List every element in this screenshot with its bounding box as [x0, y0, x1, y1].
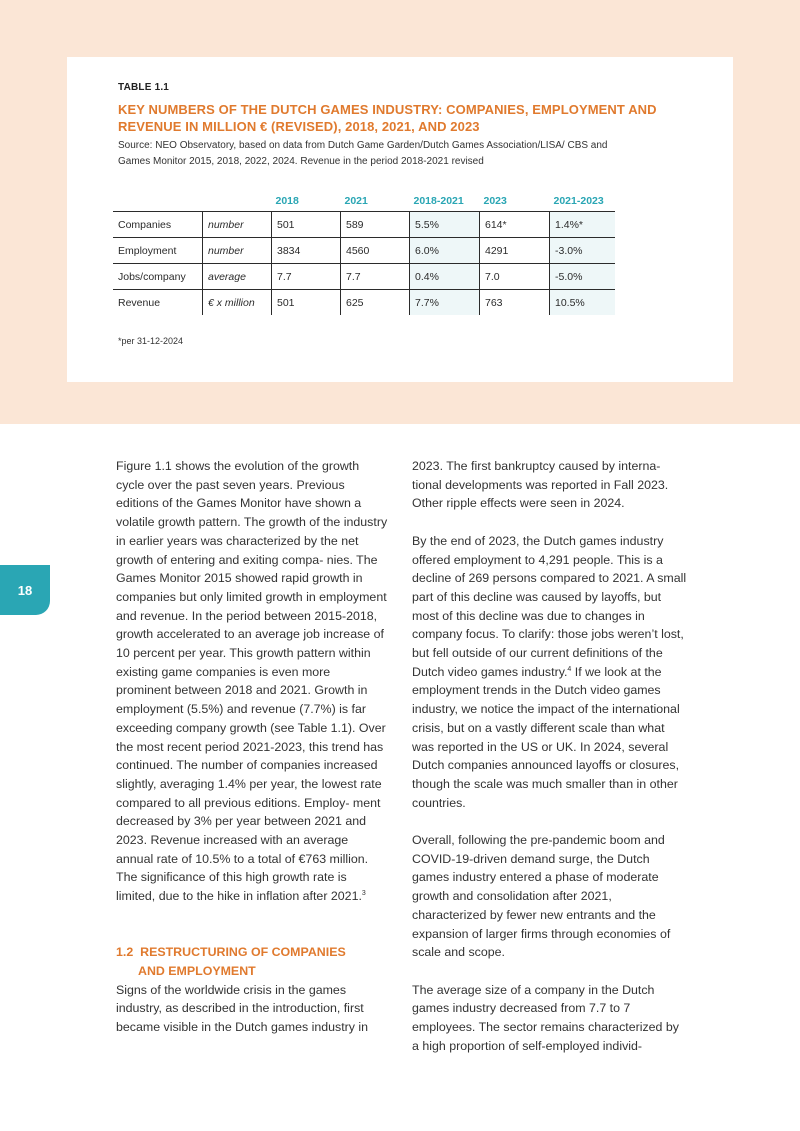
cell: 763 — [480, 290, 550, 316]
section-number: 1.2 — [116, 945, 134, 960]
section-title-line1: RESTRUCTURING OF COMPANIES — [140, 945, 346, 960]
row-label: Jobs/company — [113, 264, 203, 290]
body-column-right — [412, 457, 688, 1055]
table-title: KEY NUMBERS OF THE DUTCH GAMES INDUSTRY: COMPANIES, EMPLOYMENT AND REVENUE IN MILLION € (REVISED), 2018, 2021, AND 2023 — [118, 102, 657, 134]
cell: 6.0% — [410, 238, 480, 264]
table-footnote: *per 31-12-2024 — [118, 336, 184, 346]
page-number: 18 — [17, 582, 33, 598]
cell: 1.4%* — [550, 212, 616, 238]
cell: 3834 — [272, 238, 341, 264]
key-numbers-table — [113, 195, 615, 315]
header-2018: 2018 — [275, 195, 299, 207]
header-2023: 2023 — [483, 195, 507, 207]
page-number-tab — [0, 565, 50, 615]
cell: 614* — [480, 212, 550, 238]
cell: 501 — [272, 290, 341, 316]
cell: 4291 — [480, 238, 550, 264]
footnote-ref: 3 — [361, 890, 366, 898]
row-unit: number — [203, 212, 272, 238]
cell: 7.7 — [272, 264, 341, 290]
cell: 0.4% — [410, 264, 480, 290]
body-paragraph: The average size of a company in the Dutch games industry decreased from 7.7 to 7 employees. The sector remains characterized by a high proportion of self-employed individ- — [412, 982, 679, 1053]
table-source: Source: NEO Observatory, based on data from Dutch Game Garden/Dutch Games Association/LISA/ CBS and Games Monitor 2015, 2018, 2022, 2024. Revenue in the period 2018-2021 revised — [118, 140, 608, 167]
header-2021-2023: 2021-2023 — [553, 195, 604, 207]
row-label: Employment — [113, 238, 203, 264]
header-2021: 2021 — [344, 195, 368, 207]
cell: 589 — [341, 212, 410, 238]
table-header-row — [113, 195, 615, 212]
row-unit: number — [203, 238, 272, 264]
table-row — [113, 238, 615, 264]
body-paragraph: 2023. The first bankruptcy caused by interna- tional developments was reported in Fall 2023. Other ripple effects were seen in 2024. — [412, 459, 669, 511]
table-row — [113, 212, 615, 238]
row-unit: € x million — [203, 290, 272, 316]
body-paragraph: By the end of 2023, the Dutch games industry offered employment to 4,291 people. This is a decline of 269 persons compared to 2021. A small part of this decline was caused by layoffs, but most of this decline was due to changes in company focus. To clarify: those jobs weren’t lost, but fell outside of our current definitions of the Dutch video games industry.$^4$ If we look at the employment trends in the Dutch video games industry, we notice the impact of the international crisis, but on a vastly different scale than what was reported in the US or UK. In 2024, several Dutch companies announced layoffs or closures, though the scale was much smaller than in other countries. — [412, 533, 687, 810]
cell: 501 — [272, 212, 341, 238]
row-unit: average — [203, 264, 272, 290]
body-paragraph: Figure 1.1 shows the evolution of the growth cycle over the past seven years. Previous editions of the Games Monitor have shown a volatile growth pattern. The growth of the industry in earlier years was characterized by the net growth of entering and exiting compa- nies. The Games Monitor 2015 showed rapid growth in companies but only limited growth in employment and revenue. In the period between 2015-2018, growth accelerated to an average job increase of 10 percent per year. This growth pattern within existing game companies is even more prominent between 2018 and 2021. Growth in employment (5.5%) and revenue (7.7%) is far exceeding company growth (see Table 1.1). Over the most recent period 2021-2023, this trend has continued. The number of companies increased slightly, averaging 1.4% per year, the lowest rate compared to all previous editions. Employ- ment decreased by 3% per year between 2021 and 2023. Revenue increased with an average annual rate of 10.5% to a total of €763 million. The significance of this high growth rate is limited, due to the hike in inflation after 2021.$^3$ — [116, 459, 388, 904]
cell: 625 — [341, 290, 410, 316]
cell: 10.5% — [550, 290, 616, 316]
cell: -5.0% — [550, 264, 616, 290]
header-2018-2021: 2018-2021 — [413, 195, 464, 207]
body-column-left — [116, 457, 388, 1037]
table-row — [113, 264, 615, 290]
table-row — [113, 290, 615, 316]
body-paragraph: Signs of the worldwide crisis in the games industry, as described in the introduction, first became visible in the Dutch games industry in — [116, 982, 369, 1035]
cell: -3.0% — [550, 238, 616, 264]
section-heading — [116, 943, 388, 980]
row-label: Revenue — [113, 290, 203, 316]
body-paragraph: Overall, following the pre-pandemic boom and COVID-19-driven demand surge, the Dutch games industry entered a phase of moderate growth and consolidation after 2021, characterized by fewer new entrants and the expansion of larger firms through economies of scale and scope. — [412, 833, 671, 960]
cell: 7.7 — [341, 264, 410, 290]
footnote-ref: 4 — [567, 665, 572, 673]
table-label: TABLE 1.1 — [118, 82, 170, 93]
row-label: Companies — [113, 212, 203, 238]
cell: 7.0 — [480, 264, 550, 290]
section-title-line2: AND EMPLOYMENT — [138, 963, 256, 978]
cell: 7.7% — [410, 290, 480, 316]
cell: 4560 — [341, 238, 410, 264]
cell: 5.5% — [410, 212, 480, 238]
